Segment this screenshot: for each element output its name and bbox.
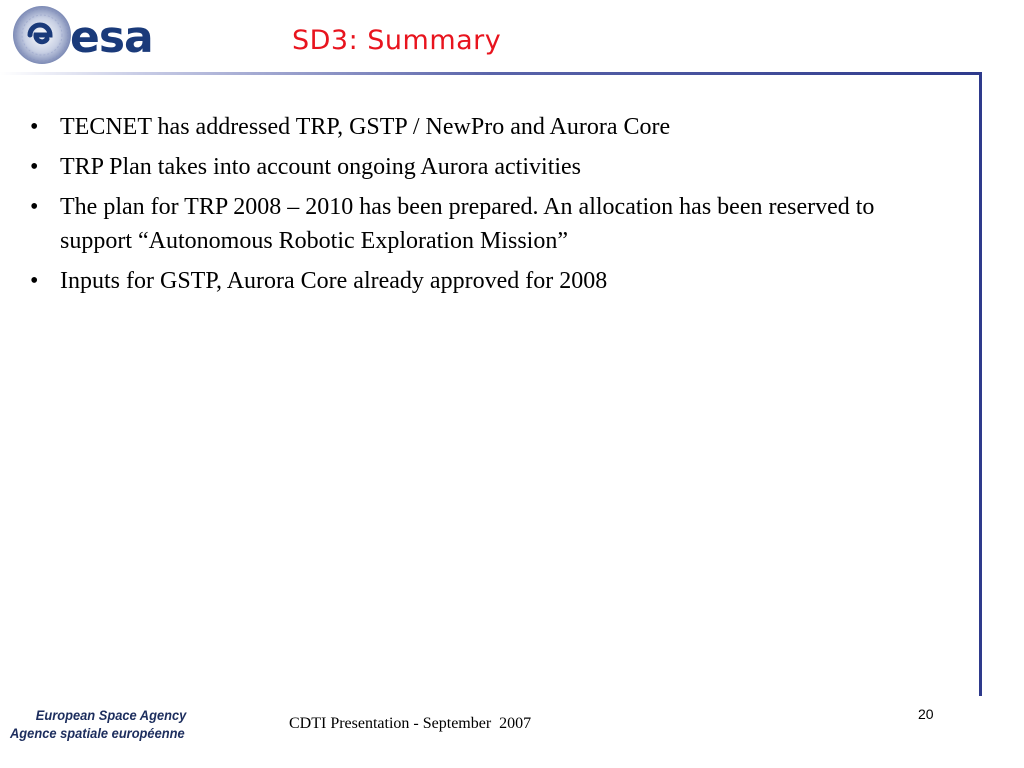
- bullet-text: TECNET has addressed TRP, GSTP / NewPro and Aurora Core: [60, 114, 671, 140]
- bullet-text: TRP Plan takes into account ongoing Aurora activities: [60, 154, 582, 180]
- right-frame-divider: [979, 72, 982, 696]
- bullet-item: [30, 190, 930, 258]
- bullet-text: Inputs for GSTP, Aurora Core already approved for 2008: [60, 268, 608, 294]
- bullet-symbol: •: [30, 194, 39, 220]
- page-number: 20: [918, 706, 934, 722]
- esa-logo-icon: [8, 4, 192, 66]
- bullet-symbol: •: [30, 154, 39, 180]
- bullet-item: [30, 150, 930, 184]
- header-divider: [0, 72, 982, 75]
- page-title: SD3: Summary: [292, 25, 502, 56]
- bullet-item: [30, 110, 930, 144]
- bullet-list: [30, 110, 930, 304]
- bullet-symbol: •: [30, 114, 39, 140]
- agency-name-fr: Agence spatiale européenne: [10, 725, 185, 741]
- bullet-item: [30, 264, 930, 298]
- agency-name-en: European Space Agency: [35, 707, 187, 723]
- bullet-text: The plan for TRP 2008 – 2010 has been prepared. An allocation has been reserved to support “Autonomous Robotic Exploration Mission”: [60, 194, 875, 254]
- agency-footer-logo: [10, 706, 202, 742]
- logo-text: esa: [70, 12, 153, 63]
- footer-presentation-label: CDTI Presentation - September 2007: [289, 715, 532, 732]
- bullet-symbol: •: [30, 268, 39, 294]
